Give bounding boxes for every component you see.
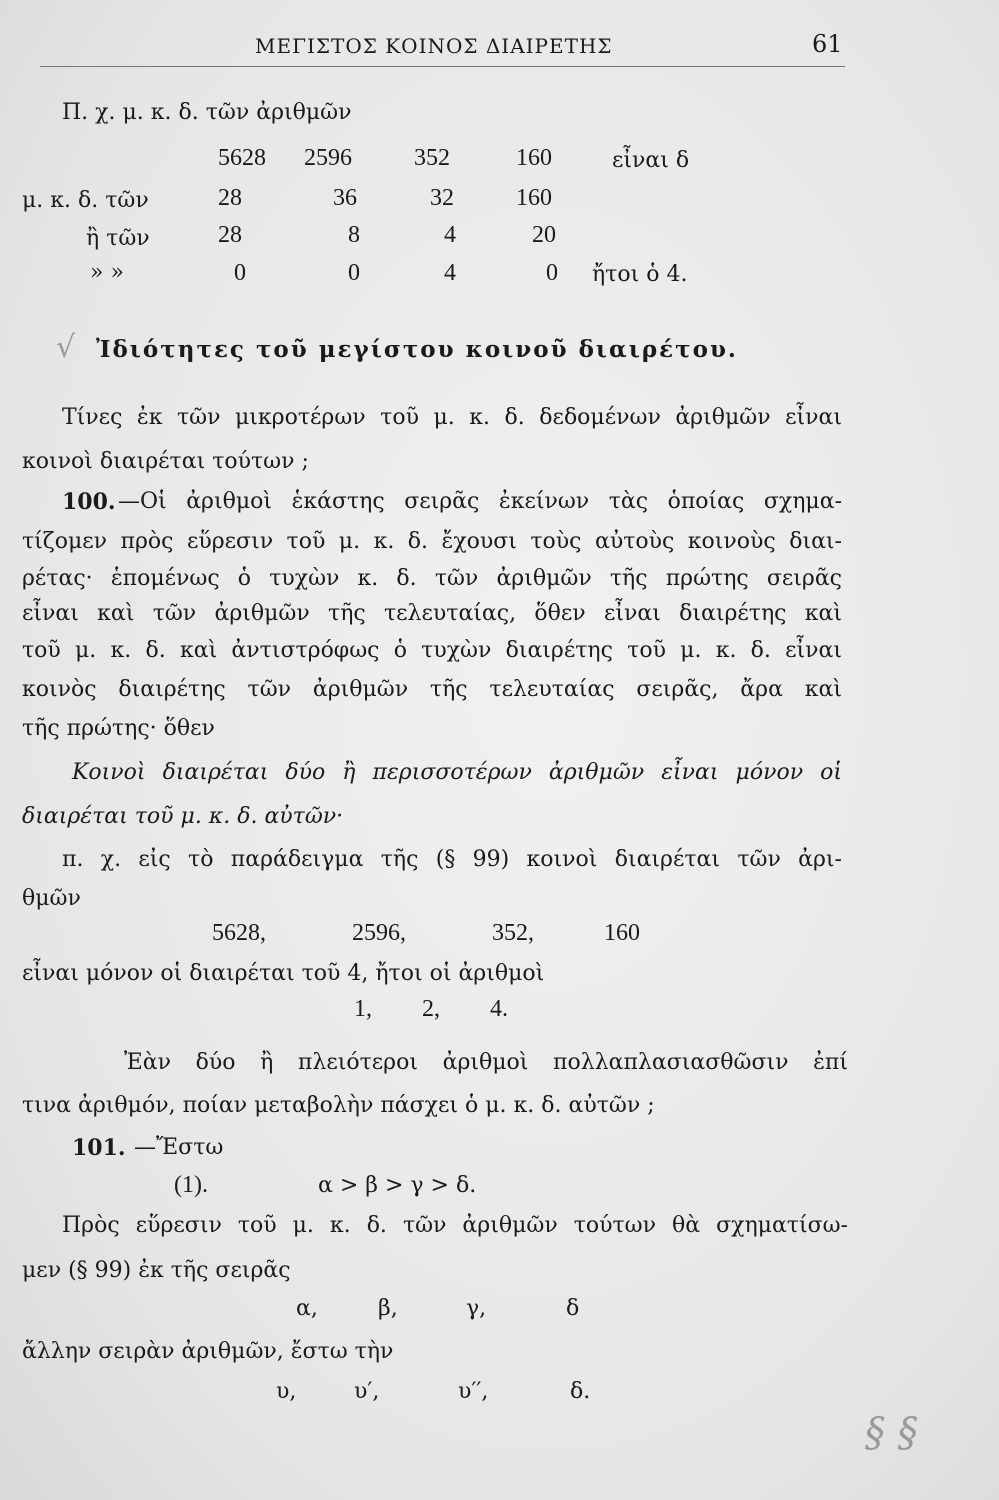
paragraph-line: —Οἱ ἀριθμοὶ ἑκάστης σειρᾶς ἐκείνων τὰς ὁποίας σχημα- <box>118 489 842 514</box>
table-cell: 0 <box>234 260 246 286</box>
series-item: δ. <box>570 1379 591 1404</box>
series-item: γ, <box>466 1296 487 1321</box>
paragraph-number: 100. <box>62 489 116 515</box>
series-item: υ, <box>276 1379 297 1404</box>
paragraph-line: μεν (§ 99) ἐκ τῆς σειρᾶς <box>22 1258 291 1283</box>
series-item: β, <box>378 1296 398 1321</box>
table-row-label: ἢ τῶν <box>86 226 150 251</box>
table-row-tail: ἤτοι ὁ 4. <box>592 262 688 287</box>
table-row-label: μ. κ. δ. τῶν <box>22 188 149 213</box>
table-cell: 5628 <box>218 145 266 171</box>
divisor-item: 4. <box>490 996 508 1022</box>
table-cell: 4 <box>444 260 456 286</box>
example-line: θμῶν <box>22 886 81 911</box>
paragraph-line: ρέτας· ἑπομένως ὁ τυχὼν κ. δ. τῶν ἀριθμῶν τῆς πρώτης σειρᾶς <box>22 566 842 591</box>
number-item: 5628, <box>212 920 266 946</box>
table-cell: 0 <box>546 260 558 286</box>
section-heading: Ἰδιότητες τοῦ μεγίστου κοινοῦ διαιρέτου. <box>96 336 738 363</box>
header-rule <box>40 66 845 67</box>
number-item: 2596, <box>352 920 406 946</box>
pencil-check-mark: √ <box>56 330 76 365</box>
series-item: υ′′, <box>458 1379 489 1404</box>
divisor-item: 2, <box>422 996 440 1022</box>
equation: α > β > γ > δ. <box>318 1173 477 1198</box>
equation-label: (1). <box>174 1172 208 1198</box>
pencil-section-mark: § § <box>865 1410 918 1456</box>
table-cell: 28 <box>218 222 242 248</box>
table-cell: 160 <box>516 145 552 171</box>
number-item: 160 <box>604 920 640 946</box>
paragraph-line: κοινὸς διαιρέτης τῶν ἀριθμῶν τῆς τελευταίας σειρᾶς, ἄρα καὶ <box>22 677 842 702</box>
paragraph-line: τοῦ μ. κ. δ. καὶ ἀντιστρόφως ὁ τυχὼν διαιρέτης τοῦ μ. κ. δ. εἶναι <box>22 638 842 663</box>
series-item: υ′, <box>354 1379 380 1404</box>
question-line: τινα ἀριθμόν, ποίαν μεταβολὴν πάσχει ὁ μ. κ. δ. αὐτῶν ; <box>22 1093 655 1118</box>
paragraph-text: —Ἔστω <box>134 1135 224 1160</box>
table-cell: 36 <box>333 185 357 211</box>
number-item: 352, <box>492 920 534 946</box>
table-cell: 4 <box>444 222 456 248</box>
paragraph-line: εἶναι καὶ τῶν ἀριθμῶν τῆς τελευταίας, ὅθεν εἶναι διαιρέτης καὶ <box>22 601 842 626</box>
table-cell: 352 <box>414 145 450 171</box>
theorem-line: διαιρέται τοῦ μ. κ. δ. αὐτῶν· <box>22 804 344 829</box>
running-header: ΜΕΓΙΣΤΟΣ ΚΟΙΝΟΣ ΔΙΑΙΡΕΤΗΣ <box>255 34 613 58</box>
paragraph-line: ἄλλην σειρὰν ἀριθμῶν, ἔστω τὴν <box>22 1339 394 1364</box>
table-cell: 28 <box>218 185 242 211</box>
table-row-label: » » <box>90 260 124 285</box>
paragraph-line: τίζομεν πρὸς εὕρεσιν τοῦ μ. κ. δ. ἔχουσι τοὺς αὐτοὺς κοινοὺς διαι- <box>22 529 842 554</box>
table-cell: 160 <box>516 185 552 211</box>
example-line: π. χ. εἰς τὸ παράδειγμα τῆς (§ 99) κοινοὶ διαιρέται τῶν ἀρι- <box>62 847 842 872</box>
example-line: εἶναι μόνον οἱ διαιρέται τοῦ 4, ἤτοι οἱ ἀριθμοὶ <box>22 961 545 986</box>
paragraph-line: τῆς πρώτης· ὅθεν <box>22 716 215 741</box>
question-line: Τίνες ἐκ τῶν μικροτέρων τοῦ μ. κ. δ. δεδομένων ἀριθμῶν εἶναι <box>62 405 842 430</box>
divisor-item: 1, <box>354 996 372 1022</box>
paragraph-number: 101. <box>72 1135 126 1161</box>
paragraph-line: Πρὸς εὕρεσιν τοῦ μ. κ. δ. τῶν ἀριθμῶν τούτων θὰ σχηματίσω- <box>62 1213 848 1238</box>
table-cell: 0 <box>348 260 360 286</box>
series-item: α, <box>296 1296 318 1321</box>
example-intro: Π. χ. μ. κ. δ. τῶν ἀριθμῶν <box>62 100 352 125</box>
page-number: 61 <box>812 30 843 58</box>
table-cell: 2596 <box>304 145 352 171</box>
table-cell: 20 <box>532 222 556 248</box>
question-line: Ἐὰν δύο ἢ πλειότεροι ἀριθμοὶ πολλαπλασιασθῶσιν ἐπί <box>124 1050 848 1075</box>
theorem-line: Κοινοὶ διαιρέται δύο ἢ περισσοτέρων ἀριθμῶν εἶναι μόνον οἱ <box>72 760 842 785</box>
table-cell: 8 <box>348 222 360 248</box>
table-row-tail: εἶναι δ <box>612 148 690 173</box>
table-cell: 32 <box>430 185 454 211</box>
question-line: κοινοὶ διαιρέται τούτων ; <box>22 449 309 474</box>
series-item: δ <box>566 1296 580 1321</box>
